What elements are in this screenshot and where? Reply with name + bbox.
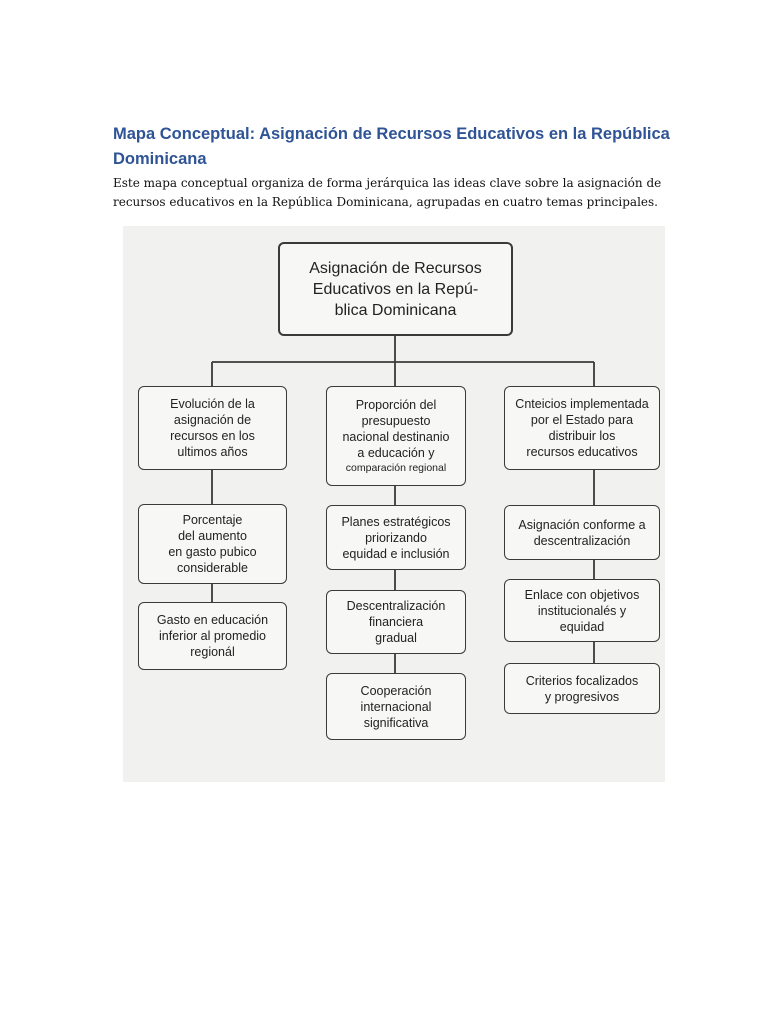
root-node-line: blica Dominicana <box>334 301 457 319</box>
col3-child-node <box>504 505 660 560</box>
node-line: equidad e inclusión <box>342 546 450 561</box>
node-line: Planes estratégicos <box>341 514 451 529</box>
node-line: equidad <box>559 619 605 634</box>
node-line: Evolución de la <box>170 397 255 411</box>
node-line: inferior al promedio <box>159 629 266 643</box>
col3-head-node <box>504 386 660 470</box>
node-line: a educación y <box>357 446 435 460</box>
node-line: Criterios focalizados <box>525 673 639 688</box>
node-line: internacional <box>360 699 432 714</box>
root-node <box>278 242 513 336</box>
node-line: financiera <box>368 615 424 629</box>
node-line: Proporción del <box>355 398 437 412</box>
node-line: Descentralización <box>346 599 446 613</box>
document-heading: Mapa Conceptual: Asignación de Recursos Educativos en la República Dominicana <box>113 125 670 168</box>
node-line: considerable <box>177 561 248 575</box>
node-line: Gasto en educación <box>156 613 269 627</box>
node-line: descentralización <box>533 533 631 548</box>
node-line: gradual <box>375 631 417 645</box>
node-line: y progresivos <box>544 689 620 704</box>
node-line: Asignación conforme a <box>518 517 646 532</box>
col1-head-node <box>138 386 287 470</box>
node-line: institucionalés y <box>537 603 627 618</box>
intro-paragraph: Este mapa conceptual organiza de forma jerárquica las ideas clave sobre la asignación de recursos educativos en la República Dominicana, agrupadas en cuatro temas principales. <box>113 176 662 209</box>
node-line: asignación de <box>173 413 252 427</box>
root-node-line: Asignación de Recursos <box>309 259 482 277</box>
col2-head-node <box>326 386 466 486</box>
col3-child-node <box>504 579 660 642</box>
node-line: distribuir los <box>548 429 616 443</box>
col1-child-node <box>138 602 287 670</box>
col1-child-node <box>138 504 287 584</box>
node-line: del aumento <box>178 529 247 543</box>
node-line: regionál <box>190 645 235 659</box>
node-line: Enlace con objetivos <box>524 587 640 602</box>
node-line: Porcentaje <box>182 513 243 527</box>
node-line: Cnteicios implementada <box>515 397 649 411</box>
node-line: recursos educativos <box>526 445 638 459</box>
node-line: presupuesto <box>361 414 431 428</box>
node-line: significativa <box>363 715 429 730</box>
node-line: por el Estado para <box>530 413 634 427</box>
col2-child-node <box>326 590 466 654</box>
node-line: en gasto pubico <box>168 545 257 559</box>
node-line: Cooperación <box>360 683 432 698</box>
col3-child-node <box>504 663 660 714</box>
node-line: ultimos años <box>177 445 248 459</box>
node-line: priorizando <box>365 530 427 545</box>
root-node-line: Educativos en la Repú- <box>312 280 479 298</box>
node-line: recursos en los <box>170 429 255 443</box>
concept-map-figure <box>123 226 665 782</box>
node-line: nacional destinanio <box>342 430 450 444</box>
col2-child-node <box>326 505 466 570</box>
col2-child-node <box>326 673 466 740</box>
node-line-small: comparación regional <box>345 462 447 474</box>
